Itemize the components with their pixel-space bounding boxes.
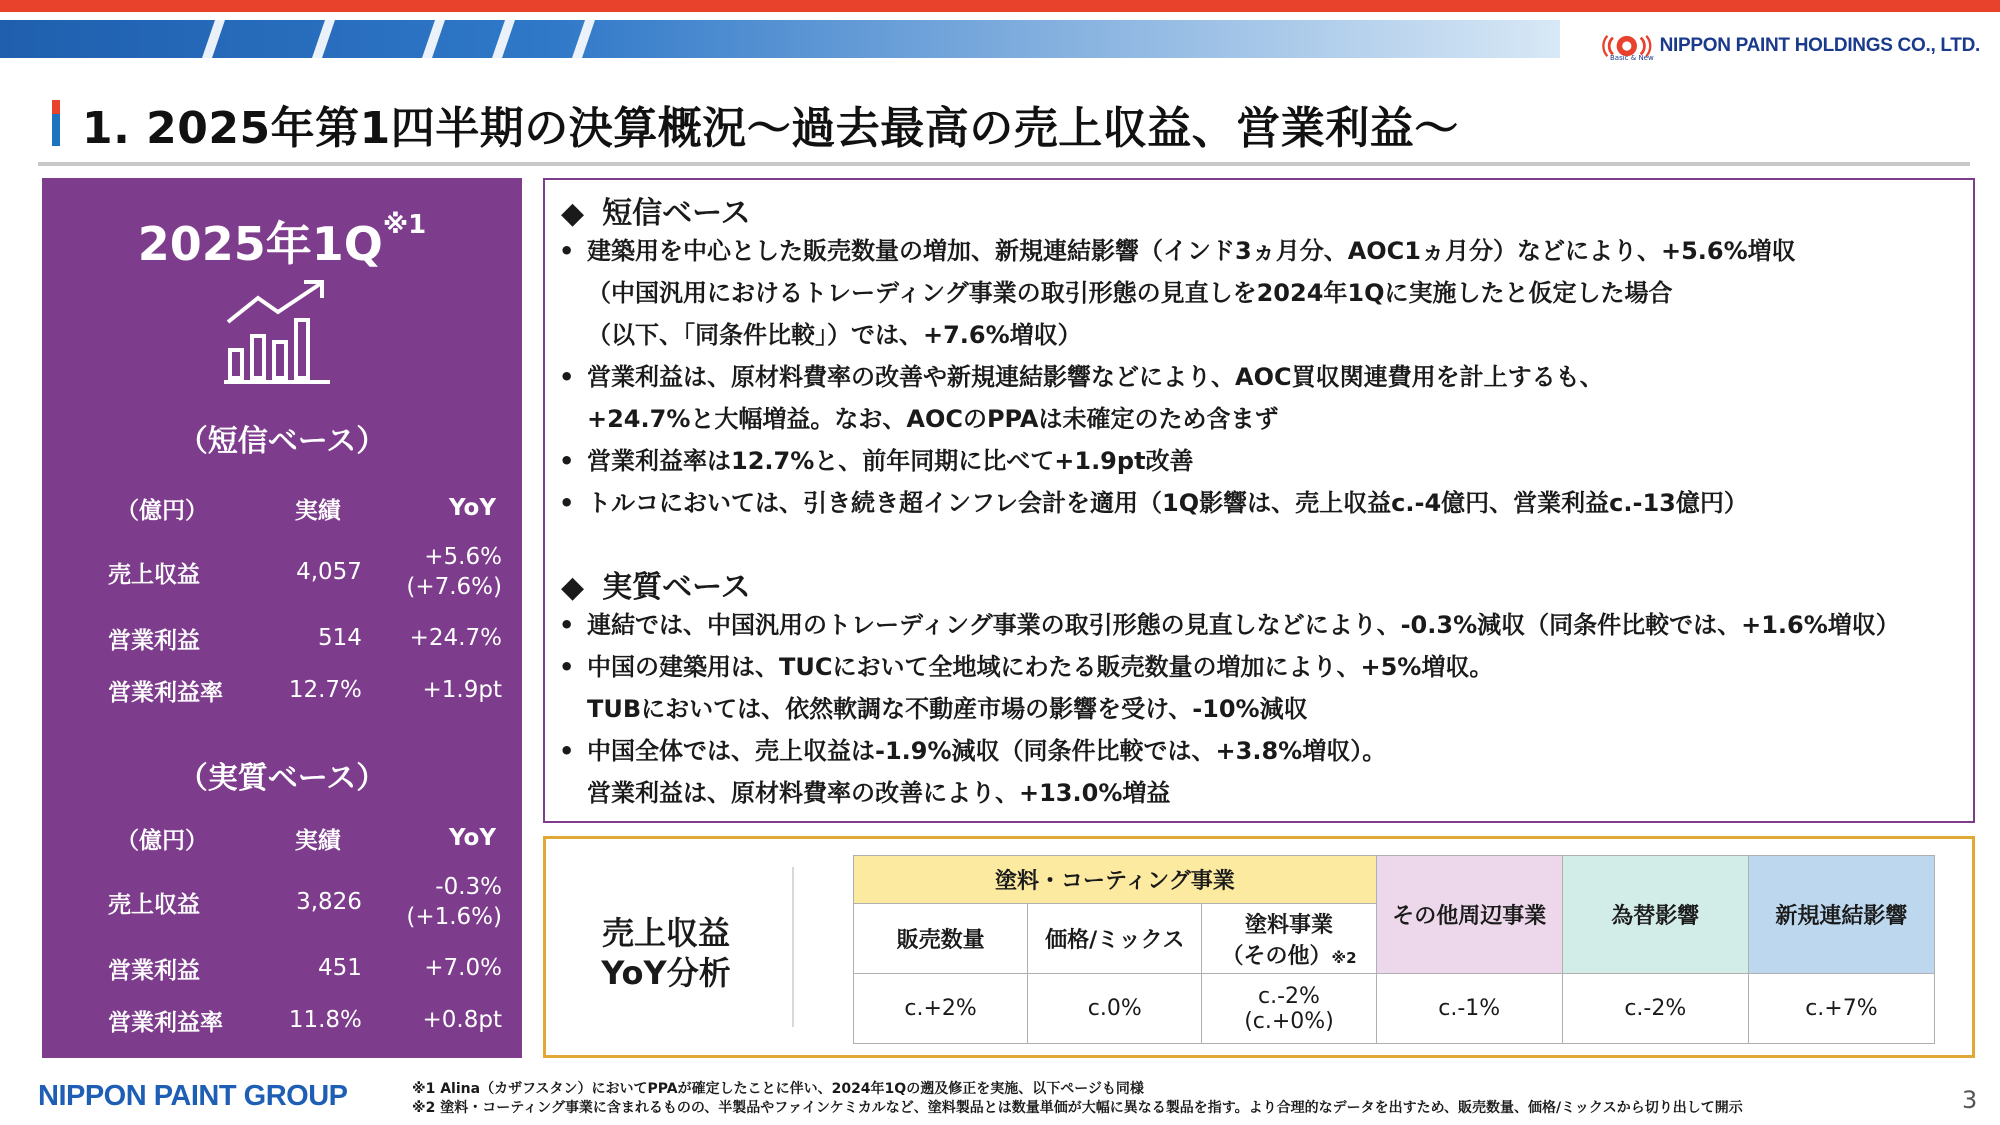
list-item-text: 営業利益率は12.7%と、前年同期に比べて+1.9pt改善 bbox=[587, 447, 1194, 475]
bullet-icon: • bbox=[559, 737, 575, 765]
bullet-icon: • bbox=[559, 363, 575, 391]
row-value: 3,826 bbox=[296, 889, 362, 915]
group-header-paint: 塗料・コーティング事業 bbox=[854, 856, 1377, 904]
yoy-header: YoY bbox=[449, 825, 496, 851]
row-label: 営業利益率 bbox=[108, 679, 223, 706]
tanshin-label: （短信ベース） bbox=[177, 424, 387, 459]
row-value: 4,057 bbox=[296, 559, 362, 585]
col-header-paint-other-line1: 塗料事業 bbox=[1245, 912, 1334, 938]
value-paint-other bbox=[1202, 974, 1376, 1044]
period-heading bbox=[42, 208, 522, 274]
row-yoy: +1.9pt bbox=[422, 677, 502, 703]
unit-header: （億円） bbox=[116, 827, 208, 854]
list-item bbox=[559, 730, 1386, 772]
growth-bar-chart-icon bbox=[224, 278, 330, 388]
title-divider bbox=[38, 162, 1970, 166]
footnote-ref-1: ※1 bbox=[382, 210, 427, 240]
row-yoy: +0.8pt bbox=[422, 1007, 502, 1033]
row-label: 売上収益 bbox=[108, 891, 200, 918]
jisshitsu-table bbox=[62, 814, 502, 1046]
list-item bbox=[559, 604, 1900, 646]
yoy-header-row-1 bbox=[854, 856, 1935, 904]
list-item-continuation: 営業利益は、原材料費率の改善により、+13.0%増益 bbox=[587, 779, 1171, 807]
row-value: 11.8% bbox=[288, 1007, 362, 1033]
list-item-text: 建築用を中心とした販売数量の増加、新規連結影響（インド3ヵ月分、AOC1ヵ月分）などにより、+5.6%増収 bbox=[587, 237, 1796, 265]
list-item bbox=[559, 646, 1493, 688]
table-row bbox=[62, 994, 502, 1046]
group-brand-logo: NIPPON PAINT GROUP bbox=[38, 1080, 348, 1112]
table-row bbox=[62, 664, 502, 716]
col-header-paint-other-line2: （その他）※2 bbox=[1221, 943, 1357, 969]
section-title-text: 実質ベース bbox=[602, 570, 751, 605]
title-marker bbox=[52, 100, 60, 146]
footnote-1: ※1 Alina（カザフスタン）においてPPAが確定したことに伴い、2024年1Qの遡及修正を実施、以下ページも同様 bbox=[412, 1081, 1144, 1097]
list-item bbox=[559, 356, 1604, 398]
list-item-continuation: （中国汎用におけるトレーディング事業の取引形態の見直しを2024年1Qに実施したと仮定した場合 bbox=[587, 279, 1673, 307]
list-item-continuation: +24.7%と大幅増益。なお、AOCのPPAは未確定のため含まず bbox=[587, 405, 1279, 433]
col-header-price-mix: 価格/ミックス bbox=[1028, 904, 1202, 974]
yoy-title-line2: YoY分析 bbox=[601, 954, 731, 992]
row-yoy: +24.7% bbox=[409, 625, 502, 651]
list-item-text: トルコにおいては、引き続き超インフレ会計を適用（1Q影響は、売上収益c.-4億円、営業利益c.-13億円） bbox=[587, 489, 1748, 517]
row-label: 営業利益率 bbox=[108, 1009, 223, 1036]
row-value: 451 bbox=[318, 955, 362, 981]
diamond-bullet-icon: ◆ bbox=[561, 196, 585, 231]
list-item-text: 連結では、中国汎用のトレーディング事業の取引形態の見直しなどにより、-0.3%減収（同条件比較では、+1.6%増収） bbox=[587, 611, 1900, 639]
yoy-title-line1: 売上収益 bbox=[601, 914, 730, 952]
row-value: 514 bbox=[318, 625, 362, 651]
yoy-analysis-table bbox=[853, 855, 1935, 1044]
tanshin-header-row bbox=[62, 484, 502, 532]
col-header-fx-impact: 為替影響 bbox=[1562, 856, 1748, 974]
unit-header: （億円） bbox=[116, 497, 208, 524]
yoy-header: YoY bbox=[449, 495, 496, 521]
col-header-new-consolidation: 新規連結影響 bbox=[1748, 856, 1934, 974]
value-paint-other-line1: c.-2% bbox=[1258, 983, 1320, 1009]
row-yoy bbox=[372, 862, 502, 942]
company-logo bbox=[1600, 26, 1980, 66]
list-item-text: 中国全体では、売上収益は-1.9%減収（同条件比較では、+3.8%増収）。 bbox=[587, 737, 1387, 765]
page-number: 3 bbox=[1962, 1086, 1978, 1114]
row-label: 営業利益 bbox=[108, 957, 200, 984]
header-stripe-band bbox=[0, 20, 1560, 58]
col-header-other-business: その他周辺事業 bbox=[1376, 856, 1562, 974]
section-title-tanshin bbox=[561, 188, 751, 232]
row-yoy-main: -0.3% bbox=[435, 874, 502, 900]
value-other-business: c.-1% bbox=[1376, 974, 1562, 1044]
row-value: 12.7% bbox=[288, 677, 362, 703]
row-yoy-sub: (+1.6%) bbox=[406, 904, 502, 930]
list-item-text: 中国の建築用は、TUCにおいて全地域にわたる販売数量の増加により、+5%増収。 bbox=[587, 653, 1494, 681]
jisshitsu-header-row bbox=[62, 814, 502, 862]
list-item-continuation: TUBにおいては、依然軟調な不動産市場の影響を受け、-10%減収 bbox=[587, 695, 1308, 723]
row-yoy-sub: (+7.6%) bbox=[406, 574, 502, 600]
table-row bbox=[62, 862, 502, 942]
period-heading-text: 2025年1Q bbox=[137, 217, 383, 271]
top-accent-bar bbox=[0, 0, 2000, 12]
logo-text: NIPPON PAINT HOLDINGS CO., LTD. bbox=[1659, 35, 1980, 56]
yoy-value-row bbox=[854, 974, 1935, 1044]
section-title-text: 短信ベース bbox=[602, 196, 751, 231]
table-row bbox=[62, 942, 502, 994]
row-yoy-main: +5.6% bbox=[424, 544, 502, 570]
list-item bbox=[559, 482, 1748, 524]
commentary-box bbox=[543, 178, 1975, 823]
bullet-icon: • bbox=[559, 447, 575, 475]
bullet-icon: • bbox=[559, 237, 575, 265]
logo-tagline: Basic & New bbox=[1610, 54, 1654, 62]
row-yoy bbox=[372, 532, 502, 612]
yoy-analysis-box bbox=[543, 836, 1975, 1058]
footnote-2: ※2 塗料・コーティング事業に含まれるものの、半製品やファインケミカルなど、塗料製品とは数量単価が大幅に異なる製品を指す。より合理的なデータを出すため、販売数量、価格/ミックスから切り出して開示 bbox=[412, 1100, 1743, 1116]
yoy-divider bbox=[792, 867, 794, 1027]
actual-header: 実績 bbox=[294, 497, 341, 524]
actual-header: 実績 bbox=[294, 827, 341, 854]
diamond-bullet-icon: ◆ bbox=[561, 570, 585, 605]
row-yoy: +7.0% bbox=[424, 955, 502, 981]
tanshin-table bbox=[62, 484, 502, 716]
list-item bbox=[559, 230, 1796, 272]
value-volume: c.+2% bbox=[854, 974, 1028, 1044]
value-fx-impact: c.-2% bbox=[1562, 974, 1748, 1044]
footnote-ref-2: ※2 bbox=[1331, 948, 1357, 967]
jisshitsu-label: （実質ベース） bbox=[177, 761, 387, 796]
value-paint-other-line2: (c.+0%) bbox=[1244, 1008, 1334, 1034]
table-row bbox=[62, 612, 502, 664]
section-title-jisshitsu bbox=[561, 562, 751, 606]
yoy-analysis-title bbox=[546, 913, 786, 993]
value-new-consolidation: c.+7% bbox=[1748, 974, 1934, 1044]
value-price-mix: c.0% bbox=[1028, 974, 1202, 1044]
list-item-text: 営業利益は、原材料費率の改善や新規連結影響などにより、AOC買収関連費用を計上するも、 bbox=[587, 363, 1604, 391]
col-header-volume: 販売数量 bbox=[854, 904, 1028, 974]
row-label: 売上収益 bbox=[108, 561, 200, 588]
bullet-icon: • bbox=[559, 653, 575, 681]
row-label: 営業利益 bbox=[108, 627, 200, 654]
col-header-paint-other bbox=[1202, 904, 1376, 974]
list-item-continuation: （以下、「同条件比較」）では、+7.6%増収） bbox=[587, 321, 1082, 349]
summary-panel bbox=[42, 178, 522, 1058]
page-title: 1. 2025年第1四半期の決算概況～過去最高の売上収益、営業利益～ bbox=[82, 103, 1459, 154]
list-item bbox=[559, 440, 1194, 482]
bullet-icon: • bbox=[559, 489, 575, 517]
table-row bbox=[62, 532, 502, 612]
bullet-icon: • bbox=[559, 611, 575, 639]
